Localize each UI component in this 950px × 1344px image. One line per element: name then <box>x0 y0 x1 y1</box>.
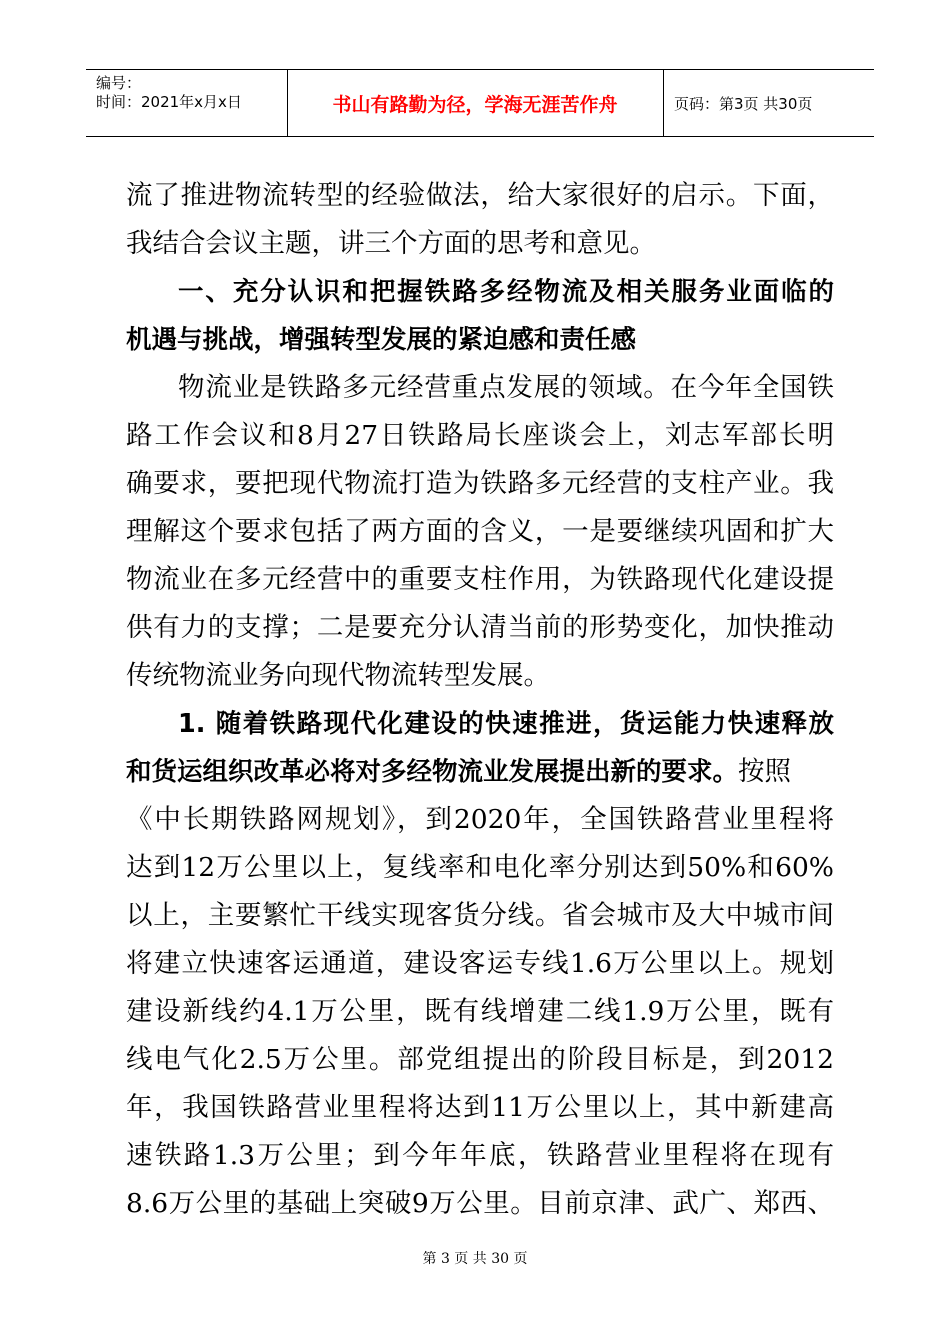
header-divider <box>663 70 664 136</box>
section-heading: 机遇与挑战，增强转型发展的紧迫感和责任感 <box>126 325 637 355</box>
body-text-line: 传统物流业务向现代物流转型发展。 <box>126 660 550 691</box>
body-text-line: 将建立快速客运通道，建设客运专线1.6万公里以上。规划 <box>126 948 834 979</box>
body-text-fragment: 按照 <box>738 756 792 787</box>
body-text-line: 达到12万公里以上，复线率和电化率分别达到50%和60% <box>126 852 834 883</box>
body-text-line: 8.6万公里的基础上突破9万公里。目前京津、武广、郑西、 <box>126 1188 834 1219</box>
body-text-line: 物流业是铁路多元经营重点发展的领域。在今年全国铁 <box>178 372 834 403</box>
document-body <box>126 172 834 1228</box>
document-number-label: 编号： <box>96 74 142 92</box>
header-motto: 书山有路勤为径，学海无涯苦作舟 <box>332 93 618 116</box>
body-text-line: 供有力的支撑；二是要充分认清当前的形势变化，加快推动 <box>126 612 834 643</box>
page-header <box>86 69 874 137</box>
body-text-line: 理解这个要求包括了两方面的含义，一是要继续巩固和扩大 <box>126 516 834 547</box>
document-time-label: 时间：2021年x月x日 <box>96 93 242 111</box>
body-text-line: 《中长期铁路网规划》，到2020年，全国铁路营业里程将 <box>126 804 834 835</box>
body-text-line: 建设新线约4.1万公里，既有线增建二线1.9万公里，既有 <box>126 996 834 1027</box>
header-page-number: 页码：第3页 共30页 <box>674 94 813 113</box>
body-text-line: 速铁路1.3万公里；到今年年底，铁路营业里程将在现有 <box>126 1140 834 1171</box>
body-text-line: 物流业在多元经营中的重要支柱作用，为铁路现代化建设提 <box>126 564 834 595</box>
subsection-heading-tail: 和货运组织改革必将对多经物流业发展提出新的要求。 <box>126 757 739 787</box>
body-text-line: 以上，主要繁忙干线实现客货分线。省会城市及大中城市间 <box>126 900 834 931</box>
body-text-line: 确要求，要把现代物流打造为铁路多元经营的支柱产业。我 <box>126 468 834 499</box>
subsection-heading: 1. 随着铁路现代化建设的快速推进，货运能力快速释放 <box>178 709 834 739</box>
body-text-line: 路工作会议和8月27日铁路局长座谈会上，刘志军部长明 <box>126 420 834 451</box>
body-text-line: 流了推进物流转型的经验做法，给大家很好的启示。下面， <box>126 180 834 211</box>
body-text-line: 线电气化2.5万公里。部党组提出的阶段目标是，到2012 <box>126 1044 834 1075</box>
section-heading: 一、充分认识和把握铁路多经物流及相关服务业面临的 <box>178 277 834 307</box>
page-footer: 第 3 页 共 30 页 <box>422 1251 528 1267</box>
body-text-line: 我结合会议主题，讲三个方面的思考和意见。 <box>126 228 656 259</box>
body-text-line: 年，我国铁路营业里程将达到11万公里以上，其中新建高 <box>126 1092 834 1123</box>
header-info <box>96 74 242 112</box>
body-text-line <box>126 748 834 796</box>
